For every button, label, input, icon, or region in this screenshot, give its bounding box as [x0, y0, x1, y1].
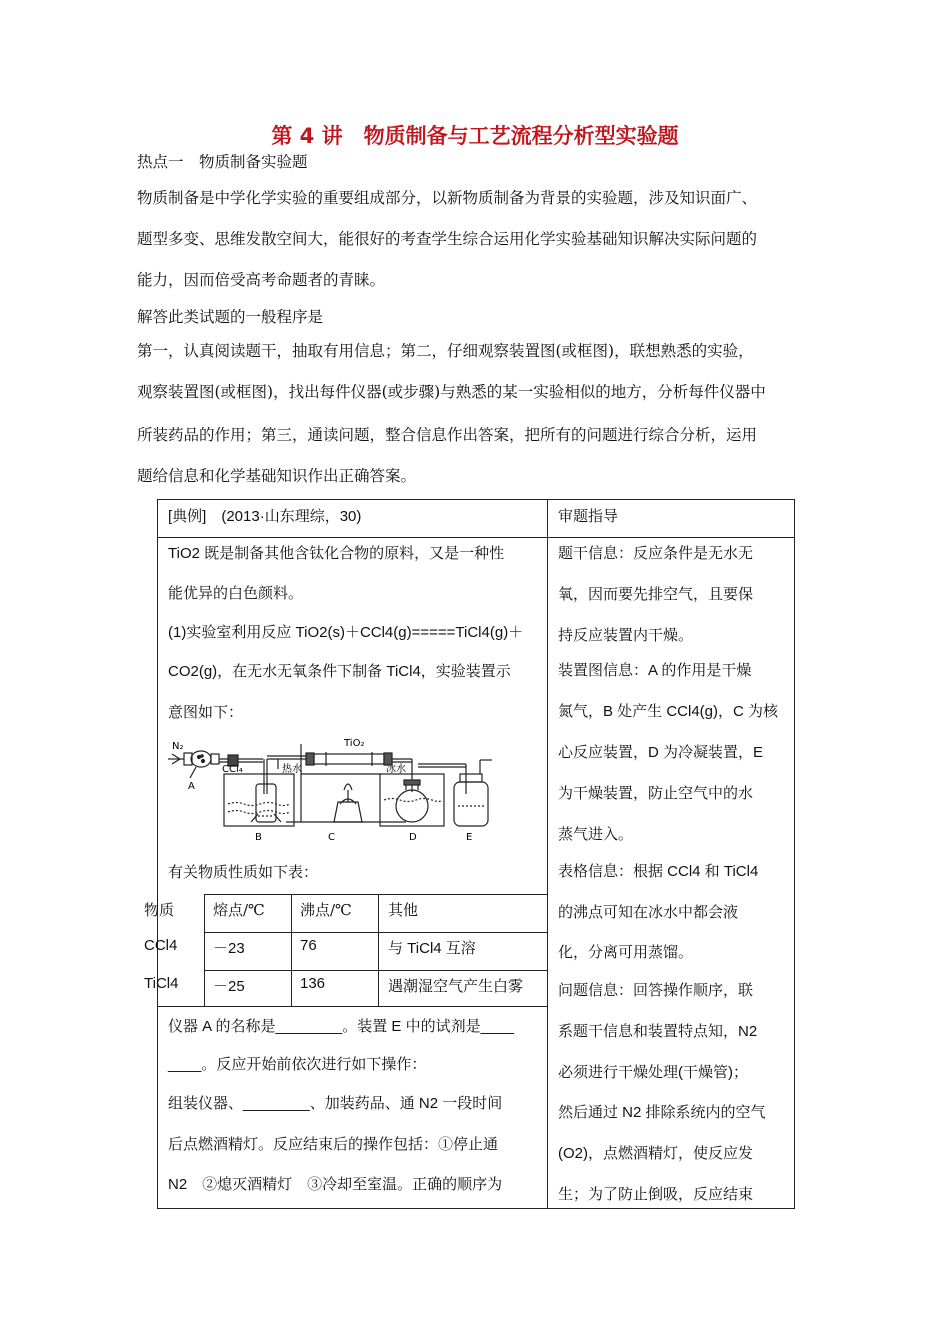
intro-line: 题型多变、思维发散空间大，能很好的考查学生综合运用化学实验基础知识解决实际问题的 [137, 230, 758, 248]
procedure-line: 题给信息和化学基础知识作出正确答案。 [137, 467, 417, 485]
col-header-substance: 物质 [144, 901, 175, 919]
guide-line: 问题信息：回答操作顺序，联 [558, 982, 754, 999]
table-cell: CCl4 [144, 937, 178, 954]
guide-line: 表格信息：根据 CCl4 和 TiCl4 [558, 863, 759, 880]
guide-line: 的沸点可知在冰水中都会液 [558, 904, 739, 921]
label-a: A [188, 781, 195, 792]
label-d: D [409, 832, 417, 843]
guide-header: 审题指导 [558, 507, 619, 525]
col-header-other: 其他 [388, 901, 419, 919]
example-line: 能优异的白色颜料。 [168, 585, 304, 602]
col-header-boiling: 沸点/℃ [300, 901, 352, 919]
label-b: B [255, 832, 262, 843]
procedure-line: 观察装置图(或框图)，找出每件仪器(或步骤)与熟悉的某一实验相似的地方，分析每件仪器中 [137, 383, 766, 401]
procedure-line: 所装药品的作用；第三，通读问题，整合信息作出答案，把所有的问题进行综合分析，运用 [137, 426, 758, 444]
guide-line: 然后通过 N2 排除系统内的空气 [558, 1104, 766, 1121]
question-line: 仪器 A 的名称是________。装置 E 中的试剂是____ [168, 1018, 514, 1035]
guide-line: 系题干信息和装置特点知，N2 [558, 1023, 758, 1040]
guide-line: 为干燥装置，防止空气中的水 [558, 785, 754, 802]
example-line: 意图如下： [168, 704, 244, 721]
apparatus-diagram [166, 734, 496, 844]
table-cell: TiCl4 [144, 975, 179, 992]
intro-line: 物质制备是中学化学实验的重要组成部分，以新物质制备为背景的实验题，涉及知识面广、 [137, 189, 758, 207]
guide-line: 氧，因而要先排空气，且要保 [558, 586, 754, 603]
label-tio2: TiO₂ [344, 738, 365, 749]
header-divider [157, 537, 794, 538]
guide-line: (O2)，点燃酒精灯，使反应发 [558, 1145, 754, 1162]
example-line: (1)实验室利用反应 TiO2(s)＋CCl4(g)=====TiCl4(g)＋ [168, 624, 524, 641]
col-header-melting: 熔点/℃ [213, 901, 265, 919]
table-cell: 76 [300, 937, 317, 954]
intro-line: 能力，因而倍受高考命题者的青睐。 [137, 271, 386, 289]
question-line: ____。反应开始前依次进行如下操作： [168, 1056, 427, 1073]
guide-line: 题干信息：反应条件是无水无 [558, 545, 754, 562]
procedure-heading: 解答此类试题的一般程序是 [137, 308, 324, 326]
guide-line: 氮气，B 处产生 CCl4(g)，C 为核 [558, 703, 779, 720]
table-cell: －25 [213, 978, 245, 995]
page-title: 第 4 讲 物质制备与工艺流程分析型实验题 [271, 124, 679, 148]
question-line: 组装仪器、________、加装药品、通 N2 一段时间 [168, 1095, 503, 1112]
section-heading: 热点一 物质制备实验题 [137, 153, 308, 171]
label-n2: N₂ [172, 741, 184, 752]
guide-line: 持反应装置内干燥。 [558, 627, 694, 644]
example-line: TiO2 既是制备其他含钛化合物的原料，又是一种性 [168, 545, 505, 562]
table-intro: 有关物质性质如下表： [168, 863, 319, 881]
example-header: [典例] (2013·山东理综，30) [168, 508, 362, 525]
table-cell: 与 TiCl4 互溶 [388, 940, 476, 957]
table-cell: 136 [300, 975, 326, 992]
table-cell: －23 [213, 940, 245, 957]
example-line: CO2(g)，在无水无氧条件下制备 TiCl4，实验装置示 [168, 663, 511, 680]
guide-line: 心反应装置，D 为冷凝装置，E [558, 744, 764, 761]
guide-line: 生；为了防止倒吸，反应结束 [558, 1186, 754, 1203]
label-ice-water: 冰水 [386, 764, 406, 775]
label-c: C [328, 832, 335, 843]
procedure-line: 第一，认真阅读题干，抽取有用信息；第二，仔细观察装置图(或框图)，联想熟悉的实验， [137, 342, 754, 360]
label-e: E [466, 832, 473, 843]
table-cell: 遇潮湿空气产生白雾 [388, 977, 524, 995]
guide-line: 化，分离可用蒸馏。 [558, 944, 694, 961]
label-ccl4: CCl₄ [222, 764, 243, 775]
guide-line: 必须进行干燥处理(干燥管)； [558, 1064, 748, 1081]
guide-line: 装置图信息：A 的作用是干燥 [558, 662, 752, 679]
guide-line: 蒸气进入。 [558, 826, 634, 843]
question-line: N2 ②熄灭酒精灯 ③冷却至室温。正确的顺序为 [168, 1176, 503, 1193]
question-line: 后点燃酒精灯。反应结束后的操作包括：①停止通 [168, 1136, 499, 1153]
column-divider [547, 499, 548, 1208]
label-hot-water: 热水 [282, 764, 302, 775]
